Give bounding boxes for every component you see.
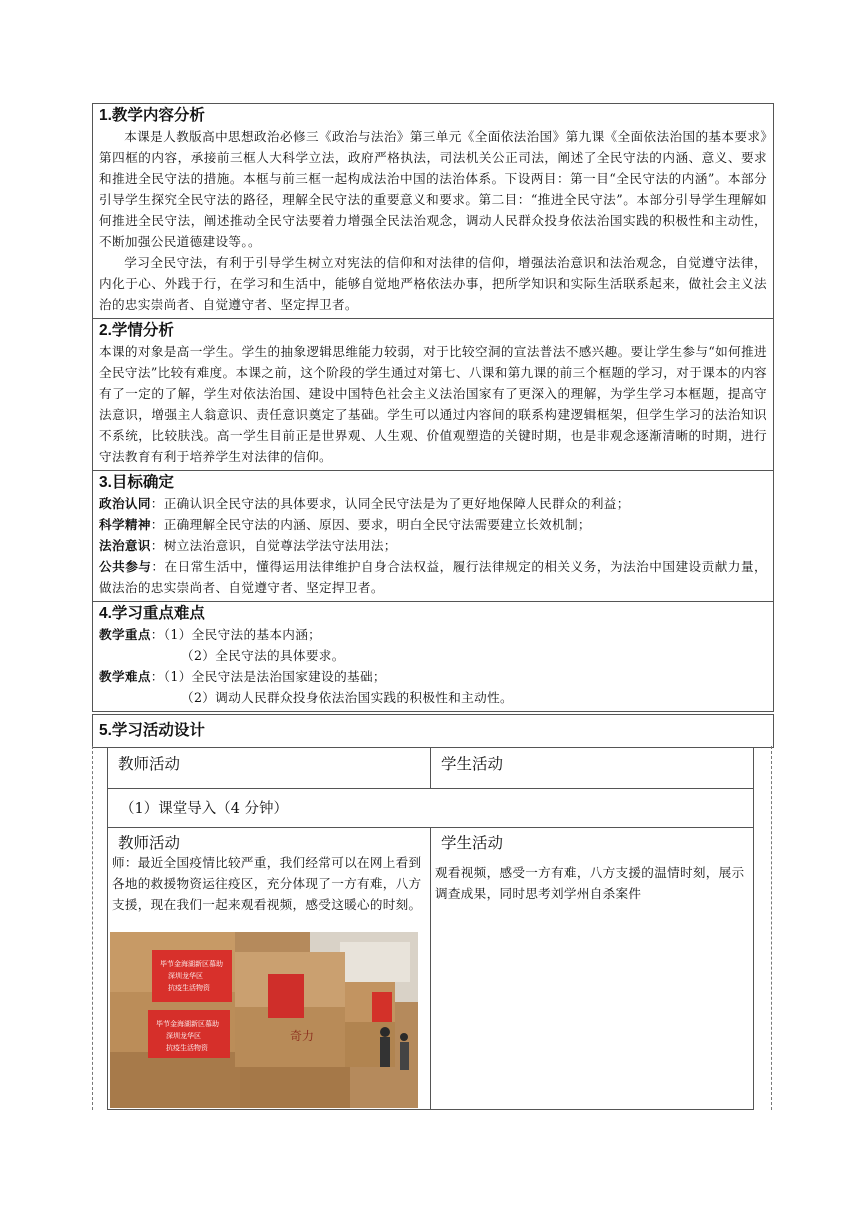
section-title: 4.学习重点难点 [99, 605, 205, 622]
difficulty-item: （2）调动人民群众投身依法治国实践的积极性和主动性。 [181, 690, 513, 705]
teacher-activity-cell [107, 827, 431, 1110]
svg-text:毕节金海湖新区慕助: 毕节金海湖新区慕助 [156, 1020, 219, 1028]
step-title: （1）课堂导入（4 分钟） [120, 801, 289, 817]
paragraph: 本课的对象是高一学生。学生的抽象逻辑思维能力较弱，对于比较空洞的宣法普法不感兴趣。要让学生参与“如何推进全民守法”比较有难度。本课之前，这个阶段的学生通过对第七、八课和第九课的前三个框题的学习，对于课本的内容有了一定的了解，学生对依法治国、建设中国特色社会主义法治国家有了更深入的理解，为学生学习本框题，提高守法意识，增强主人翁意识、责任意识奠定了基础。学生可以通过内容间的联系构建逻辑框架，但学生学习的法治知识不系统，比较肤浅。高一学生目前正是世界观、人生观、价值观塑造的关键时期，也是非观念逐渐清晰的时期，进行守法教育有利于培养学生对法律的信仰。 [99, 344, 767, 464]
step-row [107, 788, 754, 828]
section-title: 2.学情分析 [99, 322, 174, 339]
relief-supplies-image [110, 932, 418, 1108]
svg-text:毕节金海湖新区慕助: 毕节金海湖新区慕助 [160, 960, 223, 968]
key-point-item: （1）全民守法的基本内涵； [163, 627, 322, 642]
student-activity-header: 学生活动 [441, 835, 504, 852]
section-key-points [93, 602, 773, 711]
relief-supplies-photo [110, 932, 418, 1108]
svg-text:抗疫生活物资: 抗疫生活物资 [166, 1044, 208, 1052]
objective-label: 政治认同 [99, 496, 151, 511]
section-objectives [93, 471, 773, 602]
photo-text: 抗疫生活物资 [168, 984, 210, 992]
teacher-activity-header: 教师活动 [118, 835, 181, 852]
paragraph: 学习全民守法，有利于引导学生树立对宪法的信仰和对法律的信仰，增强法治意识和法治观念，自觉遵守法律，内化于心、外践于行，在学习和生活中，能够自觉地严格依法办事，把所学知识和实际生活联系起来，做社会主义法治的忠实崇尚者、自觉遵守者、坚定捍卫者。 [99, 255, 767, 312]
objective-label: 法治意识 [99, 538, 151, 553]
svg-text:深圳龙华区: 深圳龙华区 [168, 972, 203, 980]
outer-border-right [771, 746, 772, 1110]
objective-item [99, 556, 767, 598]
lesson-plan-table [92, 103, 774, 712]
section-title: 5.学习活动设计 [99, 722, 205, 739]
objective-label: 公共参与 [99, 559, 152, 574]
student-activity-header: 学生活动 [441, 756, 504, 773]
objective-text: ：在日常生活中，懂得运用法律维护自身合法权益，履行法律规定的相关义务，为法治中国建设贡献力量，做法治的忠实崇尚者、自觉遵守者、坚定捍卫者。 [99, 559, 767, 595]
difficulty-line [99, 666, 767, 687]
student-activity-header-cell [430, 747, 754, 789]
objective-text: ：正确认识全民守法的具体要求，认同全民守法是为了更好地保障人民群众的利益； [150, 496, 630, 511]
student-activity-cell [430, 827, 754, 1110]
outer-border-left [92, 746, 93, 1110]
section-content-analysis [93, 104, 773, 319]
teacher-activity-header-cell [107, 747, 431, 789]
objective-item [99, 514, 767, 535]
difficulty-label: 教学难点 [99, 669, 151, 684]
objective-text: ：正确理解全民守法的内涵、原因、要求，明白全民守法需要建立长效机制； [150, 517, 591, 532]
objective-item [99, 535, 767, 556]
key-points-label: 教学重点 [99, 627, 151, 642]
difficulty-item: （1）全民守法是法治国家建设的基础； [163, 669, 386, 684]
key-points-line [99, 624, 767, 645]
section-title: 3.目标确定 [99, 474, 174, 491]
section-student-analysis [93, 319, 773, 471]
section-activity-design [92, 714, 774, 748]
colon: ： [150, 627, 164, 642]
key-point-item: （2）全民守法的具体要求。 [181, 648, 345, 663]
colon: ： [150, 669, 164, 684]
objective-text: ：树立法治意识，自觉尊法学法守法用法； [150, 538, 397, 553]
teacher-activity-text: 师：最近全国疫情比较严重，我们经常可以在网上看到各地的救援物资运往疫区，充分体现了一方有难，八方支援，现在我们一起来观看视频，感受这暖心的时刻。 [112, 855, 422, 912]
svg-text:奇力: 奇力 [290, 1029, 315, 1043]
student-activity-text: 观看视频，感受一方有难，八方支援的温情时刻，展示调查成果，同时思考刘学州自杀案件 [435, 865, 745, 901]
svg-text:深圳龙华区: 深圳龙华区 [166, 1032, 201, 1040]
teacher-activity-header: 教师活动 [118, 756, 181, 773]
paragraph: 本课是人教版高中思想政治必修三《政治与法治》第三单元《全面依法治国》第九课《全面依法治国的基本要求》第四框的内容，承接前三框人大科学立法，政府严格执法，司法机关公正司法，阐述了全民守法的内涵、意义、要求和推进全民守法的措施。本框与前三框一起构成法治中国的法治体系。下设两目：第一目“全民守法的内涵”。本部分引导学生探究全民守法的路径，理解全民守法的重要意义和要求。第二目：“推进全民守法”。本部分引导学生理解如何推进全民守法，阐述推动全民守法要着力增强全民法治观念，调动人民群众投身依法治国实践的积极性和主动性，不断加强公民道德建设等。。 [99, 129, 767, 249]
section-title: 1.教学内容分析 [99, 107, 205, 124]
objective-item [99, 493, 767, 514]
objective-label: 科学精神 [99, 517, 151, 532]
